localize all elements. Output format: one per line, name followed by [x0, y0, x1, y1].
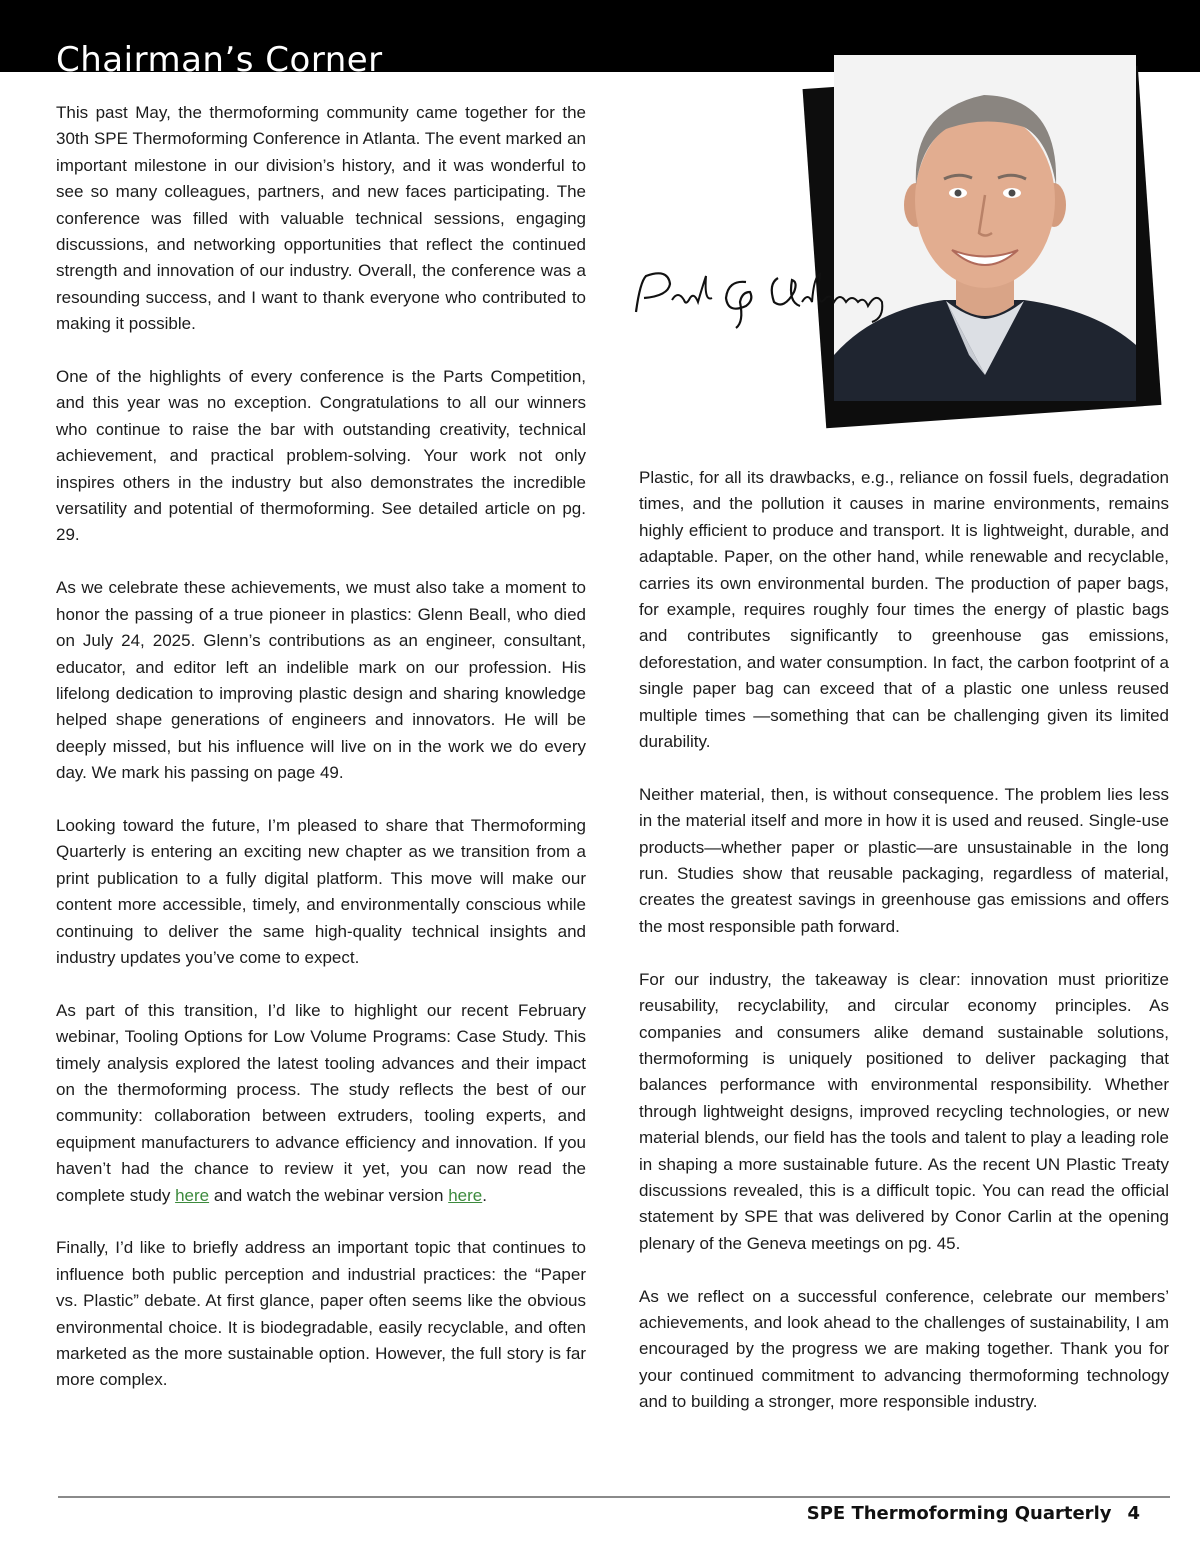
publication-name: SPE Thermoforming Quarterly [806, 1503, 1112, 1524]
page-title: Chairman’s Corner [56, 39, 383, 80]
paragraph-with-links [56, 998, 586, 1209]
paragraph-text: . [482, 1185, 487, 1205]
paragraph: One of the highlights of every conference is the Parts Competition, and this year was no exception. Congratulations to all our winners who continue to raise the bar with outstanding creativity, technical achievement, and practical problem-solving. Your work not only inspires others in the industry but also demonstrates the incredible versatility and potential of thermoforming. See detailed article on pg. 29. [56, 367, 586, 545]
paragraph: Plastic, for all its drawbacks, e.g., reliance on fossil fuels, degradation times, and the pollution it causes in marine environments, remains highly efficient to produce and transport. It is lightweight, durable, and adaptable. Paper, on the other hand, while renewable and recyclable, carries its own environmental burden. The production of paper bags, for example, requires roughly four times the energy of plastic bags and contributes significantly to greenhouse gas emissions, deforestation, and water consumption. In fact, the carbon footprint of a single paper bag can exceed that of a plastic one unless reused multiple times —something that can be challenging given its limited durability. [639, 468, 1169, 752]
paragraph-text: As part of this transition, I’d like to highlight our recent February webinar, Tooling Options for Low Volume Programs: Case Study. This timely analysis explored the latest tooling advances and their impact on the thermoforming process. The study reflects the best of our community: collaboration between extruders, tooling experts, and equipment manufacturers to advance efficiency and innovation. If you haven’t had the chance to review it yet, you can now read the complete study [56, 1000, 586, 1205]
paragraph: As we celebrate these achievements, we must also take a moment to honor the passing of a true pioneer in plastics: Glenn Beall, who died on July 24, 2025. Glenn’s contributions as an engineer, consultant, educator, and editor left an indelible mark on our profession. His lifelong dedication to improving plastic design and sharing knowledge helped shape generations of engineers and innovators. He will be deeply missed, but his influence will live on in the work we do every day. We mark his passing on page 49. [56, 578, 586, 783]
chairman-portrait [834, 55, 1136, 401]
page-number: 4 [1127, 1503, 1140, 1524]
footer-divider [58, 1496, 1170, 1498]
paragraph: As we reflect on a successful conference, celebrate our members’ achievements, and look ahead to the challenges of sustainability, I am encouraged by the progress we are making together. Thank you for your continued commitment to advancing thermoforming technology and to building a stronger, more responsible industry. [639, 1286, 1169, 1412]
signature-image [628, 262, 908, 332]
paragraph: Finally, I’d like to briefly address an important topic that continues to influence both public perception and industrial practices: the “Paper vs. Plastic” debate. At first glance, paper often seems like the obvious environmental choice. It is biodegradable, easily recyclable, and often marketed as the more sustainable option. However, the full story is far more complex. [56, 1238, 586, 1390]
chairman-photo-frame [806, 55, 1166, 425]
right-column [639, 465, 1169, 1442]
left-column [56, 100, 586, 1420]
paragraph: This past May, the thermoforming community came together for the 30th SPE Thermoforming Conference in Atlanta. The event marked an important milestone in our division’s history, and it was wonderful to see so many colleagues, partners, and new faces participating. The conference was filled with valuable technical sessions, engaging discussions, and networking opportunities that reflect the continued strength and innovation of our industry. Overall, the conference was a resounding success, and I want to thank everyone who contributed to making it possible. [56, 103, 586, 334]
study-link[interactable]: here [175, 1185, 210, 1205]
footer [807, 1503, 1140, 1524]
paragraph: For our industry, the takeaway is clear: innovation must prioritize reusability, recyclability, and circular economy principles. As companies and consumers alike demand sustainable solutions, thermoforming is uniquely positioned to deliver packaging that balances performance with environmental responsibility. Whether through lightweight designs, improved recycling technologies, or new material blends, our field has the tools and talent to play a leading role in shaping a more sustainable future. As the recent UN Plastic Treaty discussions revealed, this is a difficult topic. You can read the official statement by SPE that was delivered by Conor Carlin at the opening plenary of the Geneva meetings on pg. 45. [639, 969, 1169, 1253]
paragraph: Neither material, then, is without consequence. The problem lies less in the material itself and more in how it is used and reused. Single-use products—whether paper or plastic—are unsustainable in the long run. Studies show that reusable packaging, regardless of material, creates the greatest savings in greenhouse gas emissions and offers the most responsible path forward. [639, 784, 1169, 936]
webinar-link[interactable]: here [448, 1185, 483, 1205]
portrait-illustration [834, 55, 1136, 401]
paragraph: Looking toward the future, I’m pleased to share that Thermoforming Quarterly is entering an exciting new chapter as we transition from a print publication to a fully digital platform. This move will make our content more accessible, timely, and environmentally conscious while continuing to deliver the same high-quality technical insights and industry updates you’ve come to expect. [56, 815, 586, 967]
paragraph-text: and watch the webinar version [209, 1185, 449, 1205]
